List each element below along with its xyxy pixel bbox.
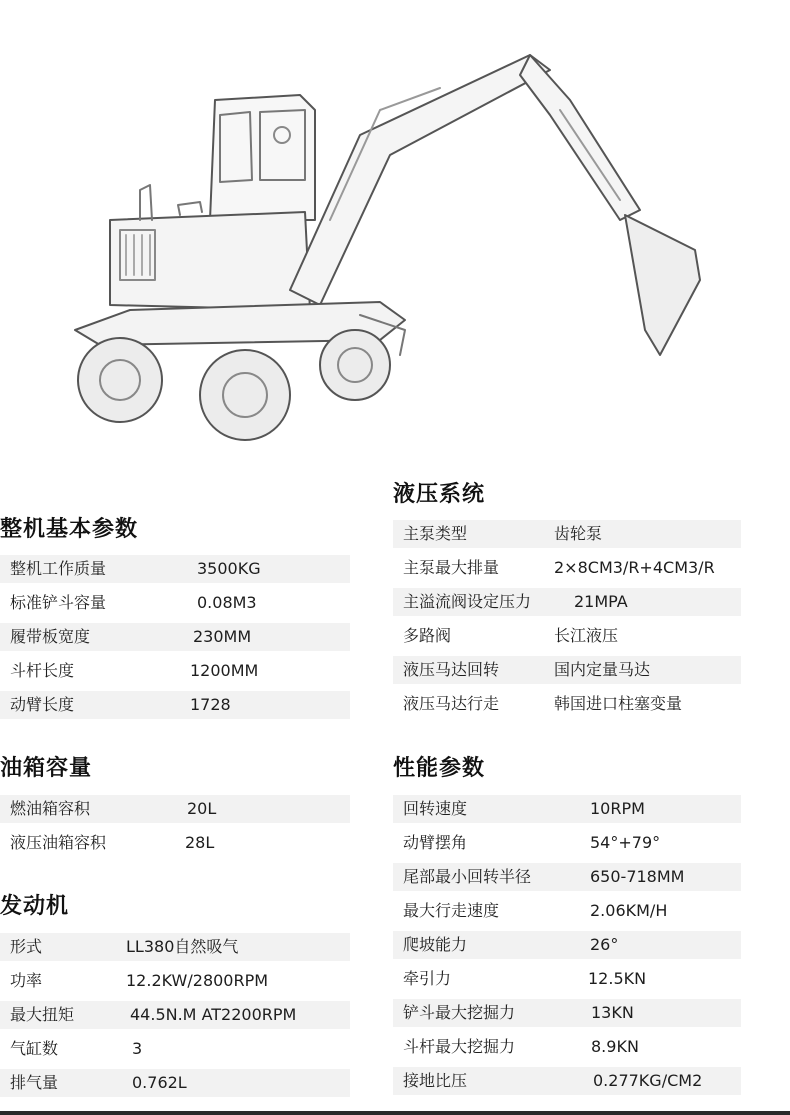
table-row: 主泵最大排量 2×8CM3/R+4CM3/R [403,558,715,577]
engine-table [0,933,350,1103]
table-row: 最大行走速度 2.06KM/H [403,901,668,920]
table-row: 尾部最小回转半径 650-718MM [393,863,741,891]
table-row: 动臂摆角 54°+79° [403,833,661,852]
table-row: 铲斗最大挖掘力 13KN [393,999,741,1027]
tank-capacity-table [0,795,350,863]
performance-params-title: 性能参数 [393,756,486,781]
table-row: 牵引力 12.5KN [403,969,647,988]
performance-params-table [393,795,741,1101]
table-row: 爬坡能力 26° [393,931,741,959]
table-row: 斗杆最大挖掘力 8.9KN [403,1037,639,1056]
table-row: 燃油箱容积 20L [0,795,350,823]
table-row: 气缸数 3 [10,1039,143,1058]
table-row: 履带板宽度 230MM [0,623,350,651]
engine-title: 发动机 [0,894,70,919]
table-row: 斗杆长度 1200MM [10,661,259,680]
table-row: 液压马达行走 韩国进口柱塞变量 [403,694,683,713]
table-row: 动臂长度 1728 [0,691,350,719]
table-row: 回转速度 10RPM [393,795,741,823]
hydraulic-system-table [393,520,741,724]
table-row: 整机工作质量 3500KG [0,555,350,583]
table-row: 形式 LL380自然吸气 [0,933,350,961]
basic-params-title: 整机基本参数 [0,517,139,542]
table-row: 多路阀 长江液压 [403,626,619,645]
table-row: 功率 12.2KW/2800RPM [10,971,269,990]
table-row: 排气量 0.762L [0,1069,350,1097]
excavator-illustration [60,40,720,450]
table-row: 标准铲斗容量 0.08M3 [10,593,257,612]
table-row: 最大扭矩 44.5N.M AT2200RPM [0,1001,350,1029]
table-row: 液压油箱容积 28L [10,833,215,852]
hydraulic-system-title: 液压系统 [393,482,486,507]
table-row: 液压马达回转 国内定量马达 [393,656,741,684]
table-row: 主泵类型 齿轮泵 [393,520,741,548]
tank-capacity-title: 油箱容量 [0,756,93,781]
bottom-divider [0,1111,790,1115]
basic-params-table [0,555,350,725]
table-row: 接地比压 0.277KG/CM2 [393,1067,741,1095]
table-row: 主溢流阀设定压力 21MPA [393,588,741,616]
